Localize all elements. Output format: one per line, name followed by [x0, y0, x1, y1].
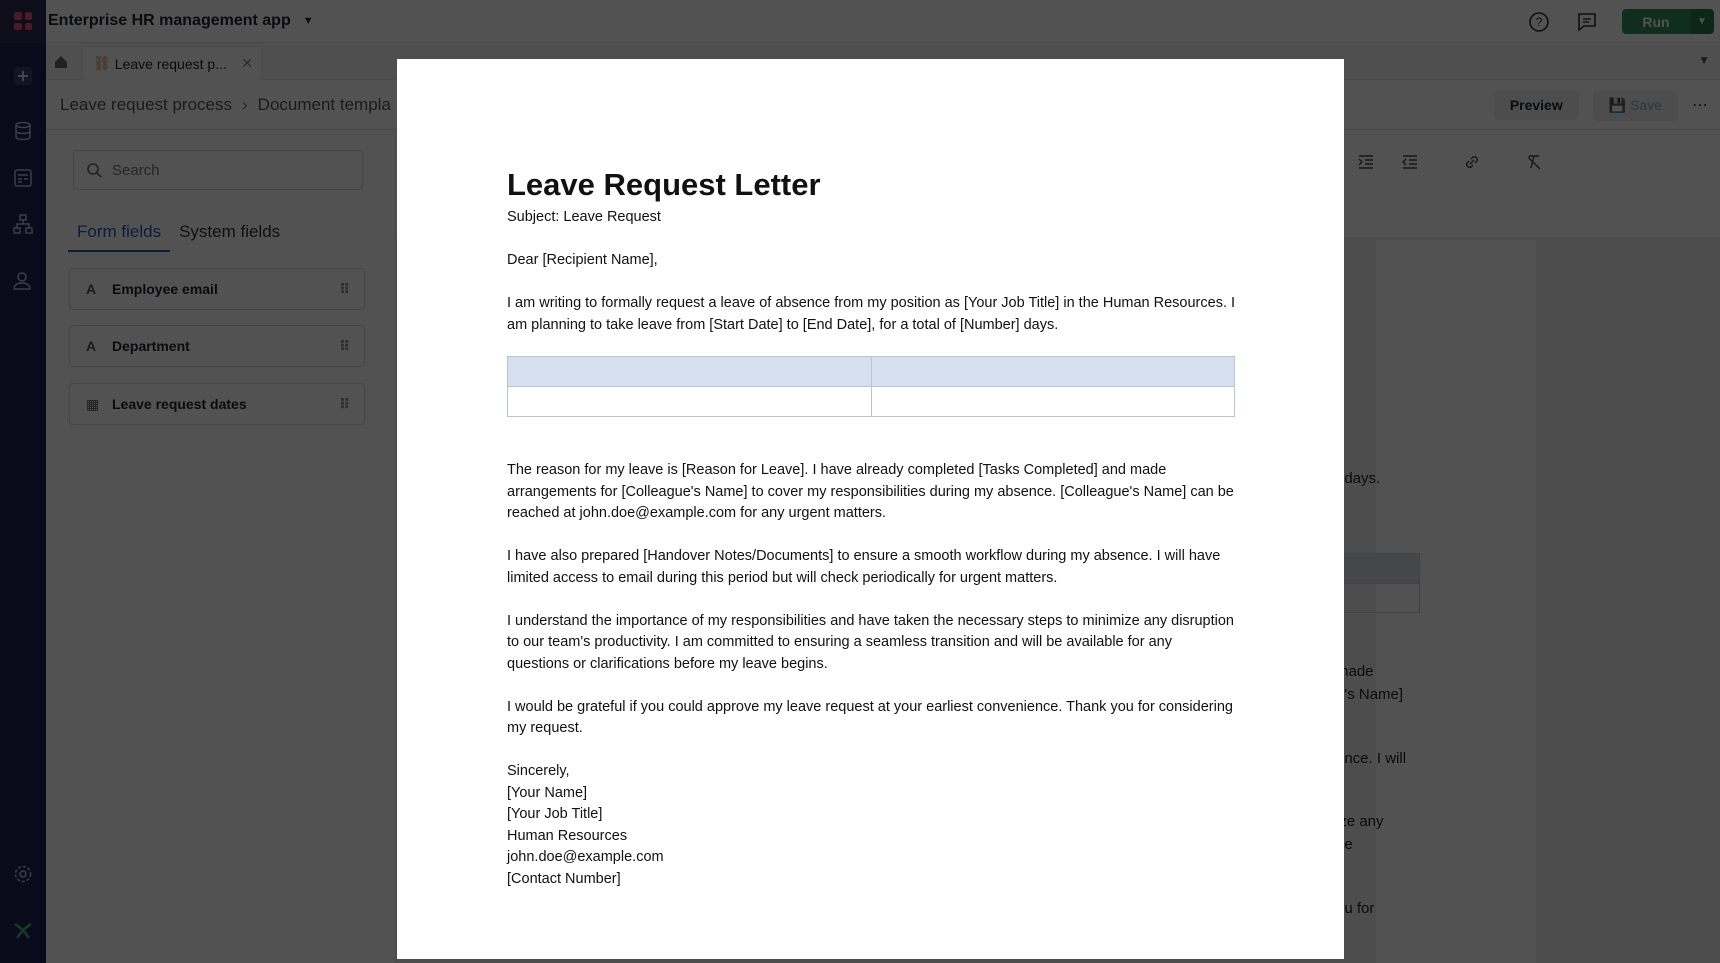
- signature-line: Sincerely,: [507, 763, 570, 779]
- document-salutation: Dear [Recipient Name],: [507, 252, 658, 268]
- document-paragraph-3: I have also prepared [Handover Notes/Documents] to ensure a smooth workflow during my absence. I will have limited access to email during this period but will check periodically for urgent matters.: [507, 548, 1221, 586]
- document-body: [507, 167, 1237, 890]
- signature-line: [Your Name]: [507, 784, 588, 801]
- signature-line: [Contact Number]: [507, 870, 621, 887]
- table-cell: [508, 387, 872, 417]
- signature-line: [Your Job Title]: [507, 806, 603, 822]
- table-cell: [871, 387, 1235, 417]
- signature-line: Human Resources: [507, 827, 628, 844]
- document-subject: Subject: Leave Request: [507, 209, 661, 225]
- document-paragraph-5: I would be grateful if you could approve my leave request at your earliest convenience. Thank you for considering my request.: [507, 698, 1233, 736]
- leave-dates-table: [507, 356, 1235, 417]
- document-paragraph-1: I am writing to formally request a leave of absence from my position as [Your Job Title] in the Human Resources. I am planning to take leave from [Start Date] to [End Date], for a total of [Number] days.: [507, 295, 1236, 333]
- document-preview: [397, 59, 1344, 959]
- document-signature: [507, 761, 1237, 890]
- table-header-row: [508, 357, 1235, 387]
- document-paragraph-4: I understand the importance of my responsibilities and have taken the necessary steps to minimize any disruption to our team's productivity. I am committed to ensuring a seamless transition and will be available for any questions or clarifications before my leave begins.: [507, 612, 1234, 672]
- table-cell: [508, 357, 872, 387]
- table-cell: [871, 357, 1235, 387]
- document-paragraph-2: The reason for my leave is [Reason for Leave]. I have already completed [Tasks Completed] and made arrangements for [Colleague's Name] to cover my responsibilities during my absence. [Colleague's Name] can be reached at john.doe@example.com for any urgent matters.: [507, 462, 1234, 521]
- table-row: [508, 387, 1235, 417]
- document-title: Leave Request Letter: [507, 167, 821, 202]
- signature-line: john.doe@example.com: [507, 849, 664, 865]
